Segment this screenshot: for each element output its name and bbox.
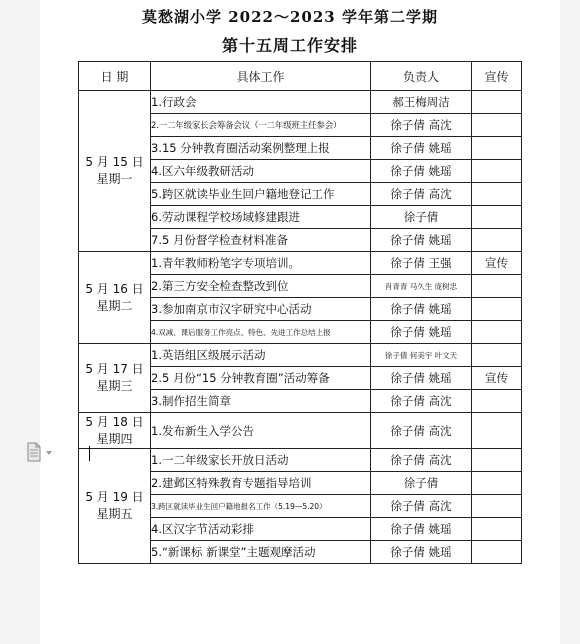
task-cell: 3.15 分钟教育圈活动案例整理上报 [151,137,371,160]
owner-cell: 徐子倩 [371,206,472,229]
day-date: 5 月 17 日 [85,362,144,376]
promo-cell [472,518,522,541]
promo-cell [472,321,522,344]
owner-cell: 徐子倩 姚瑶 [371,160,472,183]
task-cell: 4.区六年级教研活动 [151,160,371,183]
document-icon [26,441,54,463]
text-cursor [89,446,90,461]
day-weekday: 星期三 [96,379,133,393]
day-date: 5 月 16 日 [85,281,144,296]
owner-cell: 徐子倩 高沈 [371,495,472,518]
header-date: 日 期 [79,62,151,91]
promo-cell [472,541,522,564]
owner-cell: 徐子倩 高沈 [371,390,472,413]
day-date: 5 月 19 日 [85,490,144,504]
task-cell: 5.跨区就读毕业生回户籍地登记工作 [151,183,371,206]
task-cell: 1.一二年级家长开放日活动 [151,449,371,472]
task-cell: 7.5 月份督学检查材料准备 [151,229,371,252]
owner-cell: 徐子倩 姚瑶 [371,518,472,541]
task-cell: 1.青年教师粉笔字专项培训。 [151,252,371,275]
task-cell: 1.发布新生入学公告 [151,413,371,449]
promo-cell [472,91,522,114]
task-cell: 3.跨区就读毕业生回户籍地报名工作（5.19—5.20） [151,495,371,518]
promo-cell [472,344,522,367]
promo-cell [472,298,522,321]
table-row [79,344,522,367]
header-task: 具体工作 [151,62,371,91]
promo-cell [472,206,522,229]
day-cell-monday [79,91,151,252]
paste-options-button[interactable] [26,441,54,463]
owner-cell: 徐子倩 姚瑶 [371,541,472,564]
day-date: 5 月 18 日 [85,414,144,429]
owner-cell: 郝王梅周洁 [371,91,472,114]
task-cell: 1.英语组区级展示活动 [151,344,371,367]
chevron-down-icon [46,451,52,455]
task-cell: 2.5 月份“15 分钟教育圈”活动筹备 [151,367,371,390]
task-cell: 4.区汉字节活动彩排 [151,518,371,541]
owner-cell: 徐子倩 姚瑶 [371,229,472,252]
header-promo: 宣传 [472,62,522,91]
task-cell: 3.制作招生简章 [151,390,371,413]
task-cell: 2.第三方安全检查整改到位 [151,275,371,298]
day-weekday: 星期二 [96,298,133,313]
table-row [79,91,522,114]
table-header-row [79,62,522,91]
day-cell-thursday [79,413,151,449]
promo-cell [472,472,522,495]
promo-cell [472,390,522,413]
promo-cell [472,114,522,137]
task-cell: 6.劳动课程学校场域修建跟进 [151,206,371,229]
owner-cell: 徐子倩 姚瑶 [371,367,472,390]
promo-cell [472,275,522,298]
table-row [79,413,522,449]
document-subtitle: 第十五周工作安排 [221,36,358,55]
owner-cell: 肖青青 马久生 庞树忠 [371,275,472,298]
owner-cell: 徐子倩 姚瑶 [371,137,472,160]
promo-cell [472,413,522,449]
schedule-table [78,61,522,564]
day-weekday: 星期一 [96,172,133,186]
promo-cell [472,229,522,252]
task-cell: 5.“新课标 新课堂”主题观摩活动 [151,541,371,564]
promo-cell [472,495,522,518]
header-owner: 负责人 [371,62,472,91]
promo-cell: 宣传 [472,252,522,275]
task-cell: 3.参加南京市汉字研究中心活动 [151,298,371,321]
task-cell: 1.行政会 [151,91,371,114]
owner-cell: 徐子倩 姚瑶 [371,298,472,321]
promo-cell [472,137,522,160]
day-cell-friday [79,449,151,564]
owner-cell: 徐子倩 [371,472,472,495]
day-cell-tuesday [79,252,151,344]
promo-cell: 宣传 [472,367,522,390]
promo-cell [472,183,522,206]
task-cell: 2.一二年级家长会筹备会议（一二年级班主任参会） [151,114,371,137]
owner-cell: 徐子倩 高沈 [371,413,472,449]
table-row [79,252,522,275]
owner-cell: 徐子倩 高沈 [371,114,472,137]
document-title: 莫愁湖小学 2022～2023 学年第二学期 [142,8,438,26]
owner-cell: 徐子倩 高沈 [371,449,472,472]
owner-cell: 徐子倩 高沈 [371,183,472,206]
table-row [79,449,522,472]
day-cell-wednesday [79,344,151,413]
day-weekday: 星期五 [96,507,133,521]
day-weekday: 星期四 [96,431,133,446]
task-cell: 4.双减、课后服务工作亮点、特色、先进工作总结上报 [151,321,371,344]
promo-cell [472,160,522,183]
day-date: 5 月 15 日 [85,155,144,169]
task-cell: 2.建邺区特殊教育专题指导培训 [151,472,371,495]
promo-cell [472,449,522,472]
owner-cell: 徐子倩 何美宇 叶文天 [371,344,472,367]
owner-cell: 徐子倩 王强 [371,252,472,275]
owner-cell: 徐子倩 姚瑶 [371,321,472,344]
